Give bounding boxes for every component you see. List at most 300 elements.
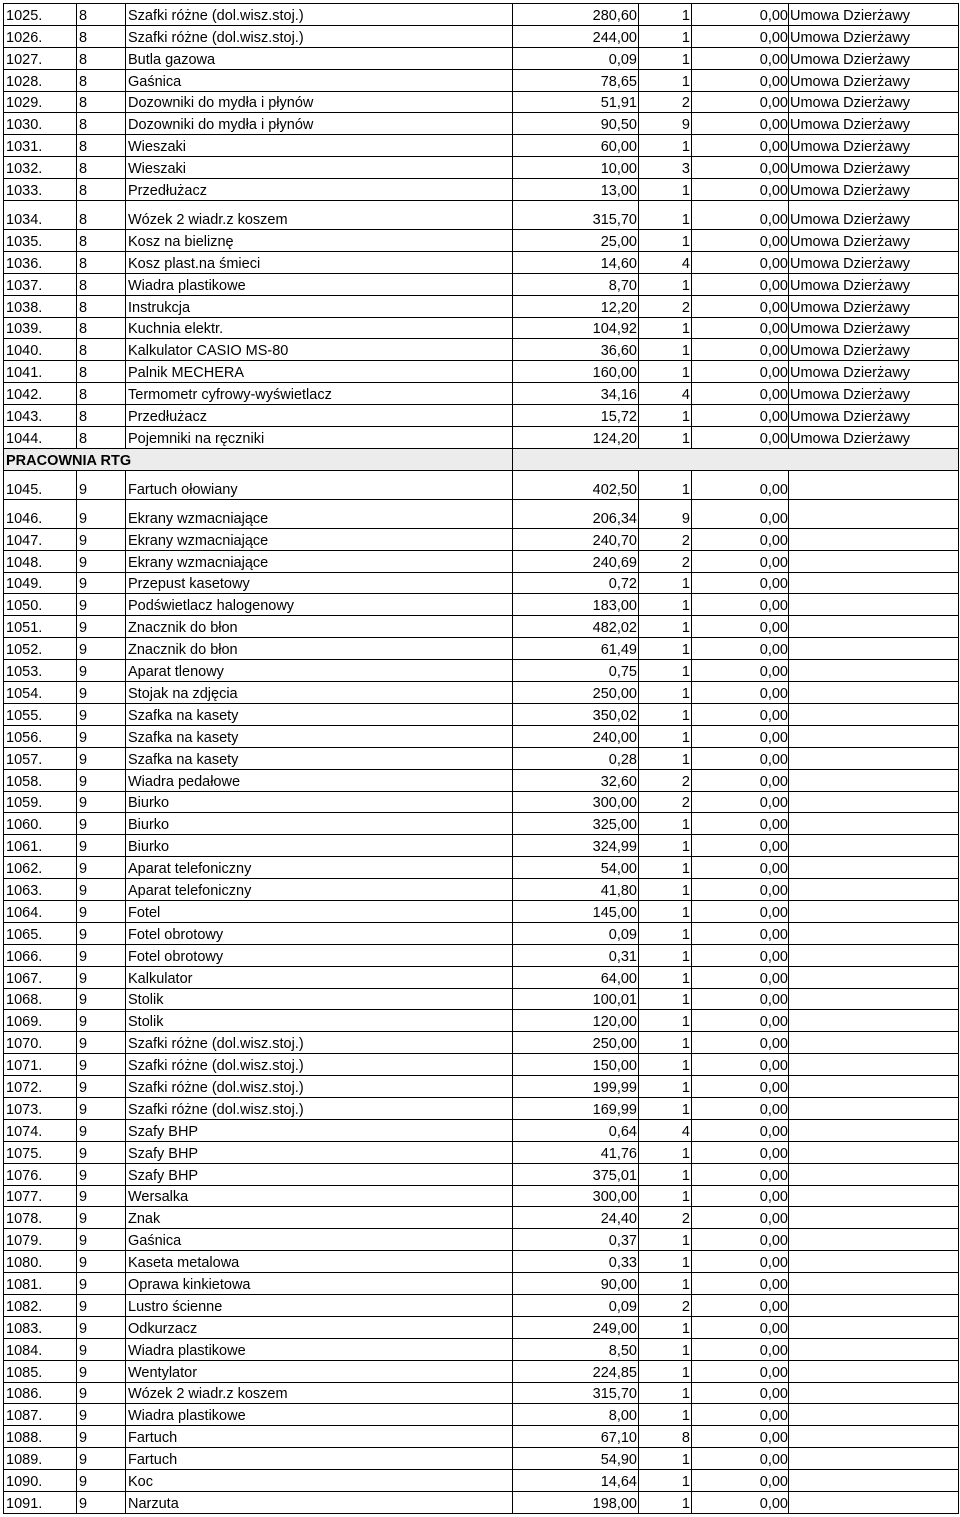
cell-price: 0,31 bbox=[513, 944, 639, 966]
cell-price: 183,00 bbox=[513, 594, 639, 616]
cell-value: 0,00 bbox=[692, 1470, 789, 1492]
table-row bbox=[4, 1163, 959, 1185]
cell-price: 120,00 bbox=[513, 1010, 639, 1032]
cell-lp: 1081. bbox=[4, 1273, 77, 1295]
cell-value: 0,00 bbox=[692, 113, 789, 135]
cell-value: 0,00 bbox=[692, 1360, 789, 1382]
cell-name: Wiadra plastikowe bbox=[126, 1338, 513, 1360]
cell-value: 0,00 bbox=[692, 470, 789, 499]
cell-value: 0,00 bbox=[692, 638, 789, 660]
cell-lp: 1086. bbox=[4, 1382, 77, 1404]
cell-value: 0,00 bbox=[692, 835, 789, 857]
cell-lp: 1054. bbox=[4, 682, 77, 704]
table-row bbox=[4, 1207, 959, 1229]
cell-value: 0,00 bbox=[692, 295, 789, 317]
cell-qty: 1 bbox=[639, 1404, 692, 1426]
cell-qty: 1 bbox=[639, 813, 692, 835]
cell-form bbox=[789, 1076, 959, 1098]
cell-price: 90,00 bbox=[513, 1273, 639, 1295]
cell-price: 198,00 bbox=[513, 1492, 639, 1514]
cell-lp: 1056. bbox=[4, 725, 77, 747]
cell-lp: 1070. bbox=[4, 1032, 77, 1054]
cell-group: 9 bbox=[77, 857, 126, 879]
cell-name: Szafy BHP bbox=[126, 1163, 513, 1185]
cell-value: 0,00 bbox=[692, 572, 789, 594]
table-row bbox=[4, 4, 959, 26]
cell-qty: 1 bbox=[639, 230, 692, 252]
cell-lp: 1088. bbox=[4, 1426, 77, 1448]
cell-form: Umowa Dzierżawy bbox=[789, 201, 959, 230]
cell-name: Dozowniki do mydła i płynów bbox=[126, 91, 513, 113]
cell-lp: 1068. bbox=[4, 988, 77, 1010]
cell-group: 9 bbox=[77, 900, 126, 922]
cell-group: 9 bbox=[77, 1185, 126, 1207]
cell-value: 0,00 bbox=[692, 1141, 789, 1163]
cell-qty: 1 bbox=[639, 1470, 692, 1492]
table-row bbox=[4, 295, 959, 317]
table-row bbox=[4, 791, 959, 813]
table-row bbox=[4, 572, 959, 594]
cell-lp: 1052. bbox=[4, 638, 77, 660]
table-row bbox=[4, 1382, 959, 1404]
cell-group: 8 bbox=[77, 113, 126, 135]
cell-form bbox=[789, 616, 959, 638]
cell-qty: 2 bbox=[639, 528, 692, 550]
cell-price: 67,10 bbox=[513, 1426, 639, 1448]
table-row bbox=[4, 1010, 959, 1032]
cell-form bbox=[789, 813, 959, 835]
cell-price: 240,70 bbox=[513, 528, 639, 550]
cell-price: 250,00 bbox=[513, 682, 639, 704]
cell-name: Przedłużacz bbox=[126, 405, 513, 427]
group-8-rows bbox=[4, 4, 959, 449]
cell-group: 9 bbox=[77, 1448, 126, 1470]
cell-group: 8 bbox=[77, 383, 126, 405]
cell-lp: 1091. bbox=[4, 1492, 77, 1514]
cell-form: Umowa Dzierżawy bbox=[789, 317, 959, 339]
cell-qty: 1 bbox=[639, 1360, 692, 1382]
cell-form bbox=[789, 791, 959, 813]
cell-name: Stolik bbox=[126, 988, 513, 1010]
cell-form bbox=[789, 660, 959, 682]
table-row bbox=[4, 1294, 959, 1316]
cell-form bbox=[789, 550, 959, 572]
cell-form: Umowa Dzierżawy bbox=[789, 135, 959, 157]
cell-price: 14,64 bbox=[513, 1470, 639, 1492]
cell-name: Fotel obrotowy bbox=[126, 944, 513, 966]
cell-price: 8,00 bbox=[513, 1404, 639, 1426]
cell-value: 0,00 bbox=[692, 857, 789, 879]
cell-value: 0,00 bbox=[692, 339, 789, 361]
cell-qty: 1 bbox=[639, 988, 692, 1010]
table-row bbox=[4, 966, 959, 988]
cell-lp: 1073. bbox=[4, 1097, 77, 1119]
cell-group: 9 bbox=[77, 572, 126, 594]
cell-value: 0,00 bbox=[692, 769, 789, 791]
cell-price: 54,00 bbox=[513, 857, 639, 879]
cell-group: 8 bbox=[77, 427, 126, 449]
cell-price: 0,37 bbox=[513, 1229, 639, 1251]
cell-group: 9 bbox=[77, 1141, 126, 1163]
table-row bbox=[4, 550, 959, 572]
cell-qty: 1 bbox=[639, 1032, 692, 1054]
cell-qty: 1 bbox=[639, 361, 692, 383]
cell-form bbox=[789, 594, 959, 616]
cell-value: 0,00 bbox=[692, 747, 789, 769]
cell-price: 100,01 bbox=[513, 988, 639, 1010]
cell-form bbox=[789, 747, 959, 769]
cell-lp: 1050. bbox=[4, 594, 77, 616]
cell-value: 0,00 bbox=[692, 1448, 789, 1470]
cell-value: 0,00 bbox=[692, 1338, 789, 1360]
table-row bbox=[4, 944, 959, 966]
cell-lp: 1031. bbox=[4, 135, 77, 157]
cell-name: Dozowniki do mydła i płynów bbox=[126, 113, 513, 135]
cell-form: Umowa Dzierżawy bbox=[789, 339, 959, 361]
cell-value: 0,00 bbox=[692, 988, 789, 1010]
cell-qty: 1 bbox=[639, 682, 692, 704]
cell-group: 9 bbox=[77, 1097, 126, 1119]
cell-name: Kosz plast.na śmieci bbox=[126, 251, 513, 273]
cell-form: Umowa Dzierżawy bbox=[789, 47, 959, 69]
cell-value: 0,00 bbox=[692, 427, 789, 449]
cell-form bbox=[789, 1382, 959, 1404]
cell-value: 0,00 bbox=[692, 966, 789, 988]
cell-qty: 2 bbox=[639, 1207, 692, 1229]
cell-group: 8 bbox=[77, 201, 126, 230]
cell-group: 8 bbox=[77, 273, 126, 295]
cell-price: 25,00 bbox=[513, 230, 639, 252]
cell-form bbox=[789, 1032, 959, 1054]
cell-qty: 1 bbox=[639, 405, 692, 427]
cell-qty: 1 bbox=[639, 616, 692, 638]
cell-group: 8 bbox=[77, 4, 126, 26]
table-row bbox=[4, 273, 959, 295]
table-row bbox=[4, 682, 959, 704]
cell-name: Szafka na kasety bbox=[126, 725, 513, 747]
cell-qty: 2 bbox=[639, 791, 692, 813]
cell-group: 9 bbox=[77, 1251, 126, 1273]
table-row bbox=[4, 747, 959, 769]
cell-lp: 1046. bbox=[4, 499, 77, 528]
table-row bbox=[4, 660, 959, 682]
table-row bbox=[4, 1426, 959, 1448]
table-row bbox=[4, 857, 959, 879]
cell-value: 0,00 bbox=[692, 1054, 789, 1076]
cell-form: Umowa Dzierżawy bbox=[789, 361, 959, 383]
cell-qty: 1 bbox=[639, 339, 692, 361]
cell-price: 249,00 bbox=[513, 1316, 639, 1338]
cell-lp: 1028. bbox=[4, 69, 77, 91]
cell-price: 206,34 bbox=[513, 499, 639, 528]
cell-qty: 1 bbox=[639, 201, 692, 230]
cell-lp: 1053. bbox=[4, 660, 77, 682]
table-row bbox=[4, 725, 959, 747]
cell-group: 9 bbox=[77, 660, 126, 682]
cell-lp: 1071. bbox=[4, 1054, 77, 1076]
cell-lp: 1039. bbox=[4, 317, 77, 339]
cell-qty: 1 bbox=[639, 25, 692, 47]
cell-qty: 2 bbox=[639, 1294, 692, 1316]
cell-name: Kuchnia elektr. bbox=[126, 317, 513, 339]
cell-lp: 1064. bbox=[4, 900, 77, 922]
cell-name: Pojemniki na ręczniki bbox=[126, 427, 513, 449]
cell-price: 224,85 bbox=[513, 1360, 639, 1382]
cell-lp: 1085. bbox=[4, 1360, 77, 1382]
cell-value: 0,00 bbox=[692, 550, 789, 572]
cell-price: 36,60 bbox=[513, 339, 639, 361]
table-row bbox=[4, 179, 959, 201]
cell-form bbox=[789, 1426, 959, 1448]
cell-name: Instrukcja bbox=[126, 295, 513, 317]
cell-form bbox=[789, 988, 959, 1010]
cell-name: Ekrany wzmacniające bbox=[126, 499, 513, 528]
cell-price: 78,65 bbox=[513, 69, 639, 91]
cell-group: 9 bbox=[77, 791, 126, 813]
cell-lp: 1041. bbox=[4, 361, 77, 383]
cell-value: 0,00 bbox=[692, 251, 789, 273]
cell-value: 0,00 bbox=[692, 273, 789, 295]
cell-qty: 2 bbox=[639, 91, 692, 113]
cell-price: 13,00 bbox=[513, 179, 639, 201]
section-title: PRACOWNIA RTG bbox=[4, 448, 513, 470]
cell-qty: 1 bbox=[639, 835, 692, 857]
cell-price: 14,60 bbox=[513, 251, 639, 273]
cell-lp: 1069. bbox=[4, 1010, 77, 1032]
cell-name: Oprawa kinkietowa bbox=[126, 1273, 513, 1295]
cell-name: Znacznik do błon bbox=[126, 616, 513, 638]
cell-value: 0,00 bbox=[692, 1010, 789, 1032]
table-row bbox=[4, 1338, 959, 1360]
cell-qty: 1 bbox=[639, 4, 692, 26]
cell-name: Szafki różne (dol.wisz.stoj.) bbox=[126, 1032, 513, 1054]
cell-lp: 1036. bbox=[4, 251, 77, 273]
cell-form bbox=[789, 1141, 959, 1163]
cell-value: 0,00 bbox=[692, 879, 789, 901]
cell-lp: 1029. bbox=[4, 91, 77, 113]
cell-price: 300,00 bbox=[513, 1185, 639, 1207]
cell-name: Fartuch bbox=[126, 1448, 513, 1470]
cell-group: 8 bbox=[77, 69, 126, 91]
cell-value: 0,00 bbox=[692, 528, 789, 550]
cell-form: Umowa Dzierżawy bbox=[789, 113, 959, 135]
cell-form bbox=[789, 1404, 959, 1426]
cell-name: Wózek 2 wiadr.z koszem bbox=[126, 1382, 513, 1404]
cell-lp: 1090. bbox=[4, 1470, 77, 1492]
cell-qty: 1 bbox=[639, 922, 692, 944]
table-row bbox=[4, 835, 959, 857]
cell-lp: 1030. bbox=[4, 113, 77, 135]
cell-group: 8 bbox=[77, 47, 126, 69]
table-row bbox=[4, 91, 959, 113]
cell-form: Umowa Dzierżawy bbox=[789, 157, 959, 179]
cell-value: 0,00 bbox=[692, 594, 789, 616]
cell-lp: 1048. bbox=[4, 550, 77, 572]
cell-name: Fartuch bbox=[126, 1426, 513, 1448]
table-row bbox=[4, 1470, 959, 1492]
section-header bbox=[4, 448, 959, 470]
cell-name: Wieszaki bbox=[126, 135, 513, 157]
table-row bbox=[4, 1492, 959, 1514]
table-row bbox=[4, 113, 959, 135]
cell-form bbox=[789, 1338, 959, 1360]
cell-lp: 1062. bbox=[4, 857, 77, 879]
cell-value: 0,00 bbox=[692, 900, 789, 922]
table-row bbox=[4, 157, 959, 179]
cell-form bbox=[789, 572, 959, 594]
table-row bbox=[4, 1076, 959, 1098]
cell-lp: 1078. bbox=[4, 1207, 77, 1229]
cell-lp: 1033. bbox=[4, 179, 77, 201]
cell-name: Wersalka bbox=[126, 1185, 513, 1207]
cell-name: Szafy BHP bbox=[126, 1141, 513, 1163]
cell-name: Szafki różne (dol.wisz.stoj.) bbox=[126, 1076, 513, 1098]
cell-qty: 1 bbox=[639, 1185, 692, 1207]
cell-value: 0,00 bbox=[692, 91, 789, 113]
cell-lp: 1045. bbox=[4, 470, 77, 499]
cell-lp: 1079. bbox=[4, 1229, 77, 1251]
cell-form bbox=[789, 1294, 959, 1316]
cell-price: 90,50 bbox=[513, 113, 639, 135]
cell-form bbox=[789, 1163, 959, 1185]
cell-group: 8 bbox=[77, 317, 126, 339]
section-fill bbox=[513, 448, 959, 470]
cell-form bbox=[789, 1097, 959, 1119]
cell-lp: 1089. bbox=[4, 1448, 77, 1470]
cell-form bbox=[789, 1360, 959, 1382]
table-row bbox=[4, 1404, 959, 1426]
cell-lp: 1075. bbox=[4, 1141, 77, 1163]
cell-name: Narzuta bbox=[126, 1492, 513, 1514]
cell-lp: 1025. bbox=[4, 4, 77, 26]
cell-qty: 1 bbox=[639, 1076, 692, 1098]
cell-lp: 1074. bbox=[4, 1119, 77, 1141]
cell-form bbox=[789, 1119, 959, 1141]
cell-name: Znak bbox=[126, 1207, 513, 1229]
cell-price: 300,00 bbox=[513, 791, 639, 813]
cell-name: Szafki różne (dol.wisz.stoj.) bbox=[126, 1097, 513, 1119]
cell-name: Biurko bbox=[126, 835, 513, 857]
cell-form: Umowa Dzierżawy bbox=[789, 179, 959, 201]
cell-name: Wiadra plastikowe bbox=[126, 1404, 513, 1426]
cell-lp: 1058. bbox=[4, 769, 77, 791]
cell-group: 9 bbox=[77, 528, 126, 550]
cell-group: 9 bbox=[77, 769, 126, 791]
table-row bbox=[4, 1448, 959, 1470]
cell-group: 9 bbox=[77, 1338, 126, 1360]
cell-group: 9 bbox=[77, 725, 126, 747]
cell-name: Znacznik do błon bbox=[126, 638, 513, 660]
cell-qty: 1 bbox=[639, 572, 692, 594]
cell-value: 0,00 bbox=[692, 1273, 789, 1295]
cell-value: 0,00 bbox=[692, 179, 789, 201]
cell-price: 64,00 bbox=[513, 966, 639, 988]
cell-lp: 1066. bbox=[4, 944, 77, 966]
cell-price: 482,02 bbox=[513, 616, 639, 638]
cell-name: Szafka na kasety bbox=[126, 703, 513, 725]
cell-price: 124,20 bbox=[513, 427, 639, 449]
cell-lp: 1051. bbox=[4, 616, 77, 638]
cell-lp: 1026. bbox=[4, 25, 77, 47]
cell-price: 0,09 bbox=[513, 922, 639, 944]
cell-value: 0,00 bbox=[692, 1404, 789, 1426]
cell-value: 0,00 bbox=[692, 1229, 789, 1251]
cell-form bbox=[789, 944, 959, 966]
cell-price: 61,49 bbox=[513, 638, 639, 660]
cell-group: 9 bbox=[77, 747, 126, 769]
cell-group: 8 bbox=[77, 135, 126, 157]
cell-name: Wieszaki bbox=[126, 157, 513, 179]
cell-price: 315,70 bbox=[513, 1382, 639, 1404]
cell-price: 375,01 bbox=[513, 1163, 639, 1185]
cell-value: 0,00 bbox=[692, 47, 789, 69]
cell-group: 9 bbox=[77, 1426, 126, 1448]
cell-qty: 3 bbox=[639, 157, 692, 179]
cell-group: 8 bbox=[77, 295, 126, 317]
cell-price: 0,28 bbox=[513, 747, 639, 769]
cell-form: Umowa Dzierżawy bbox=[789, 69, 959, 91]
cell-price: 402,50 bbox=[513, 470, 639, 499]
cell-name: Biurko bbox=[126, 813, 513, 835]
cell-form bbox=[789, 900, 959, 922]
cell-group: 8 bbox=[77, 230, 126, 252]
cell-group: 9 bbox=[77, 1470, 126, 1492]
cell-lp: 1040. bbox=[4, 339, 77, 361]
cell-lp: 1067. bbox=[4, 966, 77, 988]
cell-name: Stojak na zdjęcia bbox=[126, 682, 513, 704]
cell-form bbox=[789, 922, 959, 944]
cell-group: 8 bbox=[77, 339, 126, 361]
cell-group: 8 bbox=[77, 251, 126, 273]
cell-lp: 1076. bbox=[4, 1163, 77, 1185]
cell-qty: 1 bbox=[639, 879, 692, 901]
cell-name: Fotel obrotowy bbox=[126, 922, 513, 944]
cell-form bbox=[789, 769, 959, 791]
cell-qty: 1 bbox=[639, 317, 692, 339]
table-row bbox=[4, 988, 959, 1010]
cell-value: 0,00 bbox=[692, 201, 789, 230]
cell-group: 8 bbox=[77, 179, 126, 201]
cell-qty: 1 bbox=[639, 725, 692, 747]
cell-name: Gaśnica bbox=[126, 1229, 513, 1251]
cell-qty: 1 bbox=[639, 47, 692, 69]
cell-qty: 2 bbox=[639, 295, 692, 317]
table-row bbox=[4, 703, 959, 725]
cell-price: 145,00 bbox=[513, 900, 639, 922]
cell-value: 0,00 bbox=[692, 922, 789, 944]
cell-lp: 1055. bbox=[4, 703, 77, 725]
cell-value: 0,00 bbox=[692, 1316, 789, 1338]
cell-qty: 1 bbox=[639, 857, 692, 879]
cell-price: 0,72 bbox=[513, 572, 639, 594]
cell-form bbox=[789, 1470, 959, 1492]
cell-qty: 1 bbox=[639, 427, 692, 449]
cell-group: 9 bbox=[77, 944, 126, 966]
cell-form bbox=[789, 835, 959, 857]
cell-price: 15,72 bbox=[513, 405, 639, 427]
cell-form bbox=[789, 1185, 959, 1207]
cell-value: 0,00 bbox=[692, 1426, 789, 1448]
cell-price: 8,70 bbox=[513, 273, 639, 295]
cell-qty: 9 bbox=[639, 113, 692, 135]
cell-lp: 1047. bbox=[4, 528, 77, 550]
cell-price: 280,60 bbox=[513, 4, 639, 26]
cell-group: 9 bbox=[77, 1382, 126, 1404]
cell-name: Biurko bbox=[126, 791, 513, 813]
cell-lp: 1082. bbox=[4, 1294, 77, 1316]
cell-lp: 1065. bbox=[4, 922, 77, 944]
cell-group: 9 bbox=[77, 1404, 126, 1426]
